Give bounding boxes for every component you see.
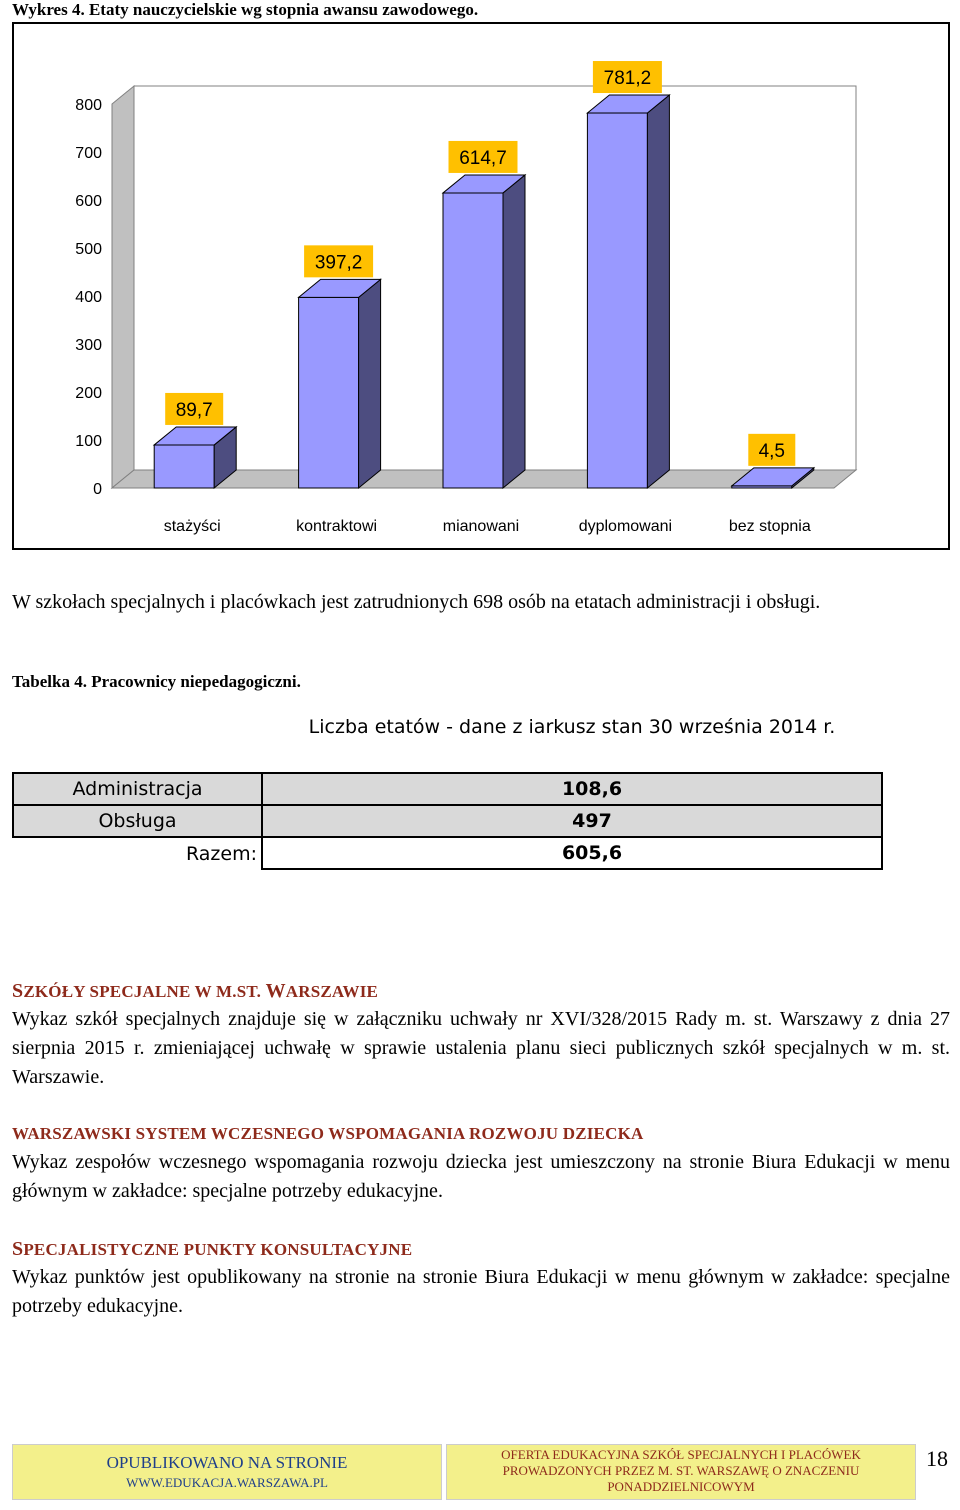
bar	[299, 297, 359, 488]
data-label: 614,7	[459, 147, 507, 169]
non-teaching-staff-table	[12, 712, 883, 870]
y-tick-label: 500	[75, 241, 102, 258]
y-tick-label: 400	[75, 289, 102, 306]
table-row	[13, 837, 882, 869]
y-tick-label: 300	[75, 337, 102, 354]
bar	[154, 445, 214, 488]
row-value: 605,6	[262, 837, 882, 869]
footer-title-line: OFERTA EDUKACYJNA SZKÓŁ SPECJALNYCH I PLACÓWEK	[501, 1447, 861, 1462]
table-row	[13, 773, 882, 805]
footer-published	[12, 1444, 442, 1500]
bar-chart	[14, 24, 948, 548]
page-number: 18	[926, 1446, 948, 1471]
data-label: 397,2	[314, 252, 363, 274]
section-heading-consult-points: SPECJALISTYCZNE PUNKTY KONSULTACYJNE	[12, 1238, 413, 1260]
footer-document-title	[446, 1444, 916, 1500]
section-heading-special-schools: SZKÓŁY SPECJALNE W M.ST. WARSZAWIE	[12, 980, 379, 1002]
x-category-label: mianowani	[442, 518, 520, 535]
special-schools-text: Wykaz szkół specjalnych znajduje się w załączniku uchwały nr XVI/328/2015 Rady m. st. Warszawy z dnia 27 sierpnia 2015 r. zmieniającej uchwałę w sprawie ustalenia planu sieci publicznych szkół specjalnych w m. st. Warszawie.	[12, 1008, 950, 1088]
x-category-label: kontraktowi	[296, 518, 378, 535]
row-label: Administracja	[13, 773, 262, 805]
y-tick-label: 600	[75, 193, 102, 210]
row-value: 108,6	[262, 773, 882, 805]
y-tick-label: 700	[75, 145, 102, 162]
x-category-label: bez stopnia	[728, 518, 811, 535]
table-header: Liczba etatów - dane z iarkusz stan 30 września 2014 r.	[308, 716, 836, 738]
y-tick-label: 100	[75, 433, 102, 450]
section-heading-early-support: WARSZAWSKI SYSTEM WCZESNEGO WSPOMAGANIA ROZWOJU DZIECKA	[12, 1124, 644, 1143]
table-caption: Tabelka 4. Pracownicy niepedagogiczni.	[12, 672, 301, 691]
x-category-label: stażyści	[163, 518, 221, 535]
footer-title-line: PROWADZONYCH PRZEZ M. ST. WARSZAWĘ O ZNACZENIU	[502, 1463, 860, 1478]
row-label: Obsługa	[13, 805, 262, 837]
bar-side	[359, 279, 381, 488]
row-label: Razem:	[186, 842, 257, 865]
early-support-text: Wykaz zespołów wczesnego wspomagania rozwoju dziecka jest umieszczony na stronie Biura Edukacji w menu głównym w zakładce: specjalne potrzeby edukacyjne.	[12, 1151, 950, 1202]
y-tick-label: 200	[75, 385, 102, 402]
chart-frame	[12, 22, 950, 550]
y-tick-label: 0	[93, 481, 102, 498]
bar	[443, 193, 503, 488]
bar-side	[503, 175, 525, 488]
x-category-label: dyplomowani	[578, 518, 673, 535]
footer-published-label: OPUBLIKOWANO NA STRONIE	[106, 1453, 348, 1472]
plot-side-wall	[112, 86, 134, 488]
table-row	[13, 805, 882, 837]
data-label: 781,2	[603, 68, 652, 90]
intro-paragraph: W szkołach specjalnych i placówkach jest zatrudnionych 698 osób na etatach administracji i obsługi.	[12, 591, 821, 613]
bar-side	[647, 95, 669, 488]
footer-title-line: PONADDZIELNICOWYM	[607, 1479, 755, 1494]
footer-website-link[interactable]: WWW.EDUKACJA.WARSZAWA.PL	[126, 1475, 328, 1490]
row-value: 497	[262, 805, 882, 837]
bar	[587, 113, 647, 488]
table-corner	[13, 712, 262, 773]
consult-points-text: Wykaz punktów jest opublikowany na stronie na stronie Biura Edukacji w menu głównym w zakładce: specjalne potrzeby edukacyjne.	[12, 1266, 950, 1317]
y-tick-label: 800	[75, 97, 102, 114]
chart-title: Wykres 4. Etaty nauczycielskie wg stopnia awansu zawodowego.	[12, 0, 479, 19]
data-label: 4,5	[758, 440, 786, 462]
data-label: 89,7	[175, 399, 213, 421]
